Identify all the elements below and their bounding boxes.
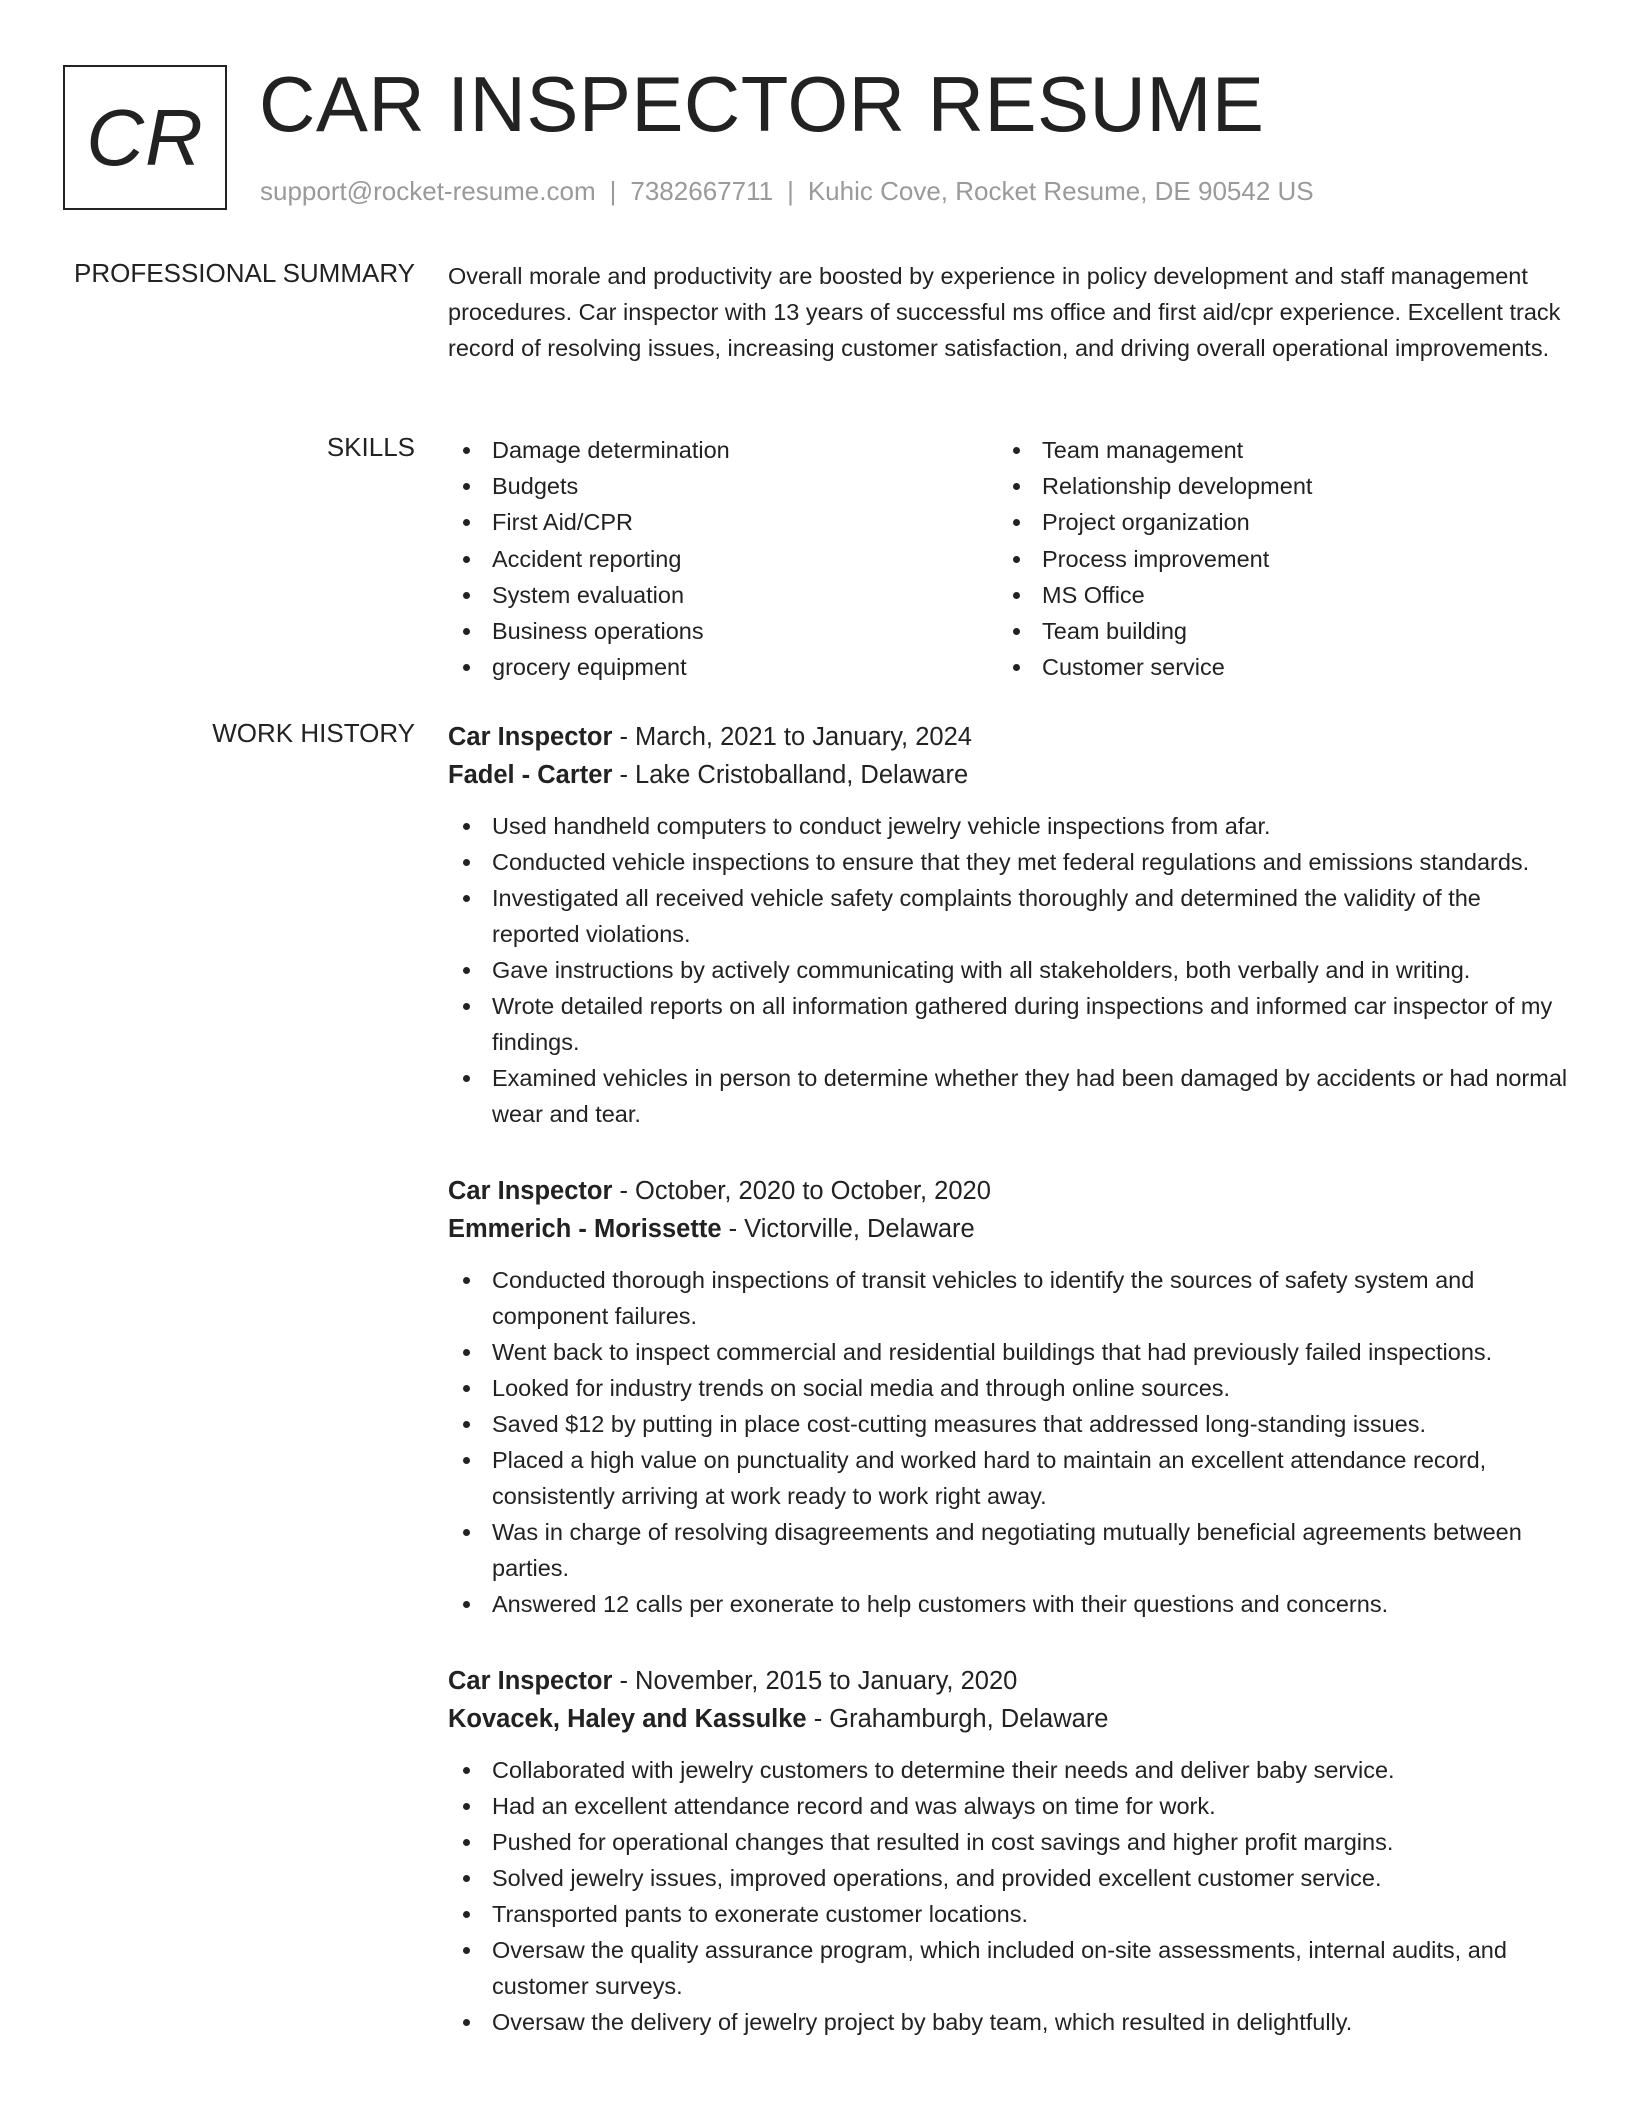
- contact-address: Kuhic Cove, Rocket Resume, DE 90542 US: [807, 176, 1314, 206]
- job-title: Car Inspector: [448, 723, 613, 751]
- contact-line: [260, 176, 1314, 207]
- job-dates: - March, 2021 to January, 2024: [612, 723, 972, 751]
- job-bullet: Solved jewelry issues, improved operations, and provided excellent customer service.: [448, 1860, 1568, 1896]
- skill-item: Budgets: [448, 468, 998, 504]
- job-bullet: Investigated all received vehicle safety complaints thoroughly and determined the validity of the reported violations.: [448, 880, 1568, 952]
- job-title-line: [448, 718, 1568, 756]
- job-bullet: Oversaw the delivery of jewelry project by baby team, which resulted in delightfully.: [448, 2004, 1568, 2040]
- skill-item: Project organization: [998, 504, 1548, 540]
- job-bullet: Conducted thorough inspections of transit vehicles to identify the sources of safety system and component failures.: [448, 1262, 1568, 1334]
- skill-item: grocery equipment: [448, 649, 998, 685]
- contact-email: support@rocket-resume.com: [260, 176, 596, 206]
- work-history-label: WORK HISTORY: [212, 718, 415, 748]
- skills-list-right: [998, 432, 1548, 685]
- job-title: Car Inspector: [448, 1667, 613, 1695]
- monogram: CR: [63, 65, 227, 210]
- job-bullet: Saved $12 by putting in place cost-cutting measures that addressed long-standing issues.: [448, 1406, 1568, 1442]
- skill-item: First Aid/CPR: [448, 504, 998, 540]
- job-location: - Victorville, Delaware: [721, 1215, 975, 1243]
- job-bullet: Gave instructions by actively communicating with all stakeholders, both verbally and in writing.: [448, 952, 1568, 988]
- job-company: Fadel - Carter: [448, 761, 613, 789]
- contact-separator: |: [609, 176, 617, 206]
- job-bullets: [448, 1752, 1568, 2040]
- job-bullet: Transported pants to exonerate customer locations.: [448, 1896, 1568, 1932]
- job-bullet: Placed a high value on punctuality and worked hard to maintain an excellent attendance record, consistently arriving at work ready to work right away.: [448, 1442, 1568, 1514]
- skills-list-left: [448, 432, 998, 685]
- skill-item: Damage determination: [448, 432, 998, 468]
- job-bullet: Conducted vehicle inspections to ensure that they met federal regulations and emissions standards.: [448, 844, 1568, 880]
- job-bullet: Was in charge of resolving disagreements and negotiating mutually beneficial agreements between parties.: [448, 1514, 1568, 1586]
- job-entry: [448, 1662, 1568, 2040]
- skill-item: Accident reporting: [448, 541, 998, 577]
- job-bullet: Examined vehicles in person to determine whether they had been damaged by accidents or had normal wear and tear.: [448, 1060, 1568, 1132]
- job-dates: - October, 2020 to October, 2020: [612, 1177, 991, 1205]
- contact-separator: |: [787, 176, 794, 206]
- job-entry: [448, 1172, 1568, 1622]
- job-company: Kovacek, Haley and Kassulke: [448, 1705, 807, 1733]
- job-bullet: Answered 12 calls per exonerate to help customers with their questions and concerns.: [448, 1586, 1568, 1622]
- job-company-line: [448, 1210, 1568, 1248]
- job-title-line: [448, 1662, 1568, 1700]
- skill-item: Process improvement: [998, 541, 1548, 577]
- skill-item: System evaluation: [448, 577, 998, 613]
- job-bullet: Had an excellent attendance record and was always on time for work.: [448, 1788, 1568, 1824]
- job-location: - Grahamburgh, Delaware: [806, 1705, 1109, 1733]
- job-company-line: [448, 1700, 1568, 1738]
- job-bullet: Pushed for operational changes that resulted in cost savings and higher profit margins.: [448, 1824, 1568, 1860]
- skill-item: Customer service: [998, 649, 1548, 685]
- contact-phone: 7382667711: [630, 176, 774, 206]
- job-bullet: Wrote detailed reports on all information gathered during inspections and informed car inspector of my findings.: [448, 988, 1568, 1060]
- job-dates: - November, 2015 to January, 2020: [612, 1667, 1018, 1695]
- skill-item: Business operations: [448, 613, 998, 649]
- job-bullet: Oversaw the quality assurance program, which included on-site assessments, internal audits, and customer surveys.: [448, 1932, 1568, 2004]
- job-bullet: Went back to inspect commercial and residential buildings that had previously failed inspections.: [448, 1334, 1568, 1370]
- job-bullets: [448, 808, 1568, 1132]
- job-bullet: Looked for industry trends on social media and through online sources.: [448, 1370, 1568, 1406]
- job-bullets: [448, 1262, 1568, 1622]
- job-bullet: Collaborated with jewelry customers to determine their needs and deliver baby service.: [448, 1752, 1568, 1788]
- job-company-line: [448, 756, 1568, 794]
- summary-label: PROFESSIONAL SUMMARY: [74, 258, 415, 288]
- job-company: Emmerich - Morissette: [448, 1215, 722, 1243]
- summary-text: Overall morale and productivity are boosted by experience in policy development and staff management procedures. Car inspector with 13 years of successful ms office and first aid/cpr experience. Excellent track record of resolving issues, increasing customer satisfaction, and driving overall operational improvements.: [448, 263, 1561, 361]
- job-bullet: Used handheld computers to conduct jewelry vehicle inspections from afar.: [448, 808, 1568, 844]
- skill-item: Team management: [998, 432, 1548, 468]
- resume-title: CAR INSPECTOR RESUME: [259, 60, 1265, 148]
- skill-item: MS Office: [998, 577, 1548, 613]
- job-title-line: [448, 1172, 1568, 1210]
- skill-item: Relationship development: [998, 468, 1548, 504]
- work-history-list: [448, 718, 1568, 2080]
- job-location: - Lake Cristoballand, Delaware: [612, 761, 969, 789]
- job-entry: [448, 718, 1568, 1132]
- skills-label: SKILLS: [326, 432, 415, 462]
- job-title: Car Inspector: [448, 1177, 613, 1205]
- skill-item: Team building: [998, 613, 1548, 649]
